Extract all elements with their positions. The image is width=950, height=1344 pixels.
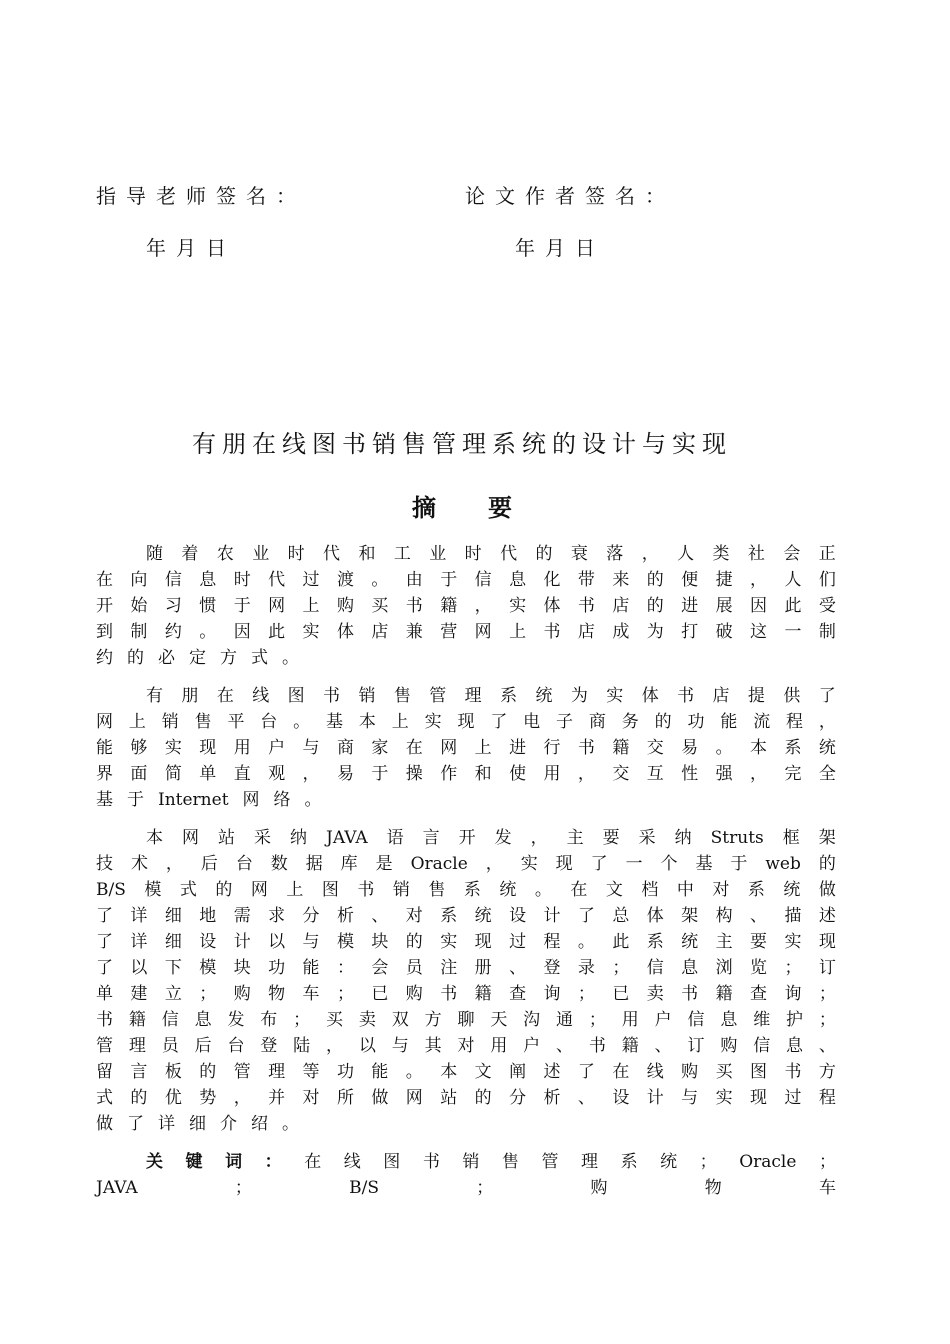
abstract-heading-char: 摘 bbox=[412, 493, 436, 522]
keywords-line: JAVA ； B/S ； 购 物 车 bbox=[96, 1178, 836, 1198]
text-line: 单 建 立 ； 购 物 车 ； 已 购 书 籍 查 询 ； 已 卖 书 籍 查 询 ； bbox=[96, 984, 836, 1004]
text-line: 有 朋 在 线 图 书 销 售 管 理 系 统 为 实 体 书 店 提 供 了 bbox=[146, 686, 836, 706]
text-line: 到 制 约 。 因 此 实 体 店 兼 营 网 上 书 店 成 为 打 破 这 一 制 bbox=[96, 622, 836, 642]
text-line: 随 着 农 业 时 代 和 工 业 时 代 的 衰 落 ， 人 类 社 会 正 bbox=[146, 544, 836, 564]
author-signature-label: 论文作者签名： bbox=[465, 184, 675, 208]
author-date-label: 年月日 bbox=[515, 236, 605, 260]
text-line: 基 于 Internet 网 络 。 bbox=[96, 790, 322, 810]
text-line: 了 以 下 模 块 功 能 ： 会 员 注 册 、 登 录 ； 信 息 浏 览 ； 订 bbox=[96, 958, 836, 978]
text-line: 了 详 细 设 计 以 与 模 块 的 实 现 过 程 。 此 系 统 主 要 实 现 bbox=[96, 932, 836, 952]
text-line: 网 上 销 售 平 台 。 基 本 上 实 现 了 电 子 商 务 的 功 能 流 程 ， bbox=[96, 712, 836, 732]
keywords-line: 关 键 词 ： 在 线 图 书 销 售 管 理 系 统 ； Oracle ； bbox=[146, 1152, 836, 1172]
text-line: 在 向 信 息 时 代 过 渡 。 由 于 信 息 化 带 来 的 便 捷 ， 人 们 bbox=[96, 570, 836, 590]
abstract-paragraph bbox=[96, 825, 836, 1137]
keywords-block bbox=[96, 1149, 836, 1201]
text-line: 留 言 板 的 管 理 等 功 能 。 本 文 阐 述 了 在 线 购 买 图 书 方 bbox=[96, 1062, 836, 1082]
abstract-heading-char: 要 bbox=[488, 493, 512, 522]
text-line: 管 理 员 后 台 登 陆 ， 以 与 其 对 用 户 、 书 籍 、 订 购 信 息 、 bbox=[96, 1036, 836, 1056]
text-line: 式 的 优 势 ， 并 对 所 做 网 站 的 分 析 、 设 计 与 实 现 过 程 bbox=[96, 1088, 836, 1108]
text-line: 能 够 实 现 用 户 与 商 家 在 网 上 进 行 书 籍 交 易 。 本 系 统 bbox=[96, 738, 836, 758]
text-line: 做 了 详 细 介 绍 。 bbox=[96, 1114, 299, 1134]
abstract-paragraph bbox=[96, 683, 836, 813]
text-line: B/S 模 式 的 网 上 图 书 销 售 系 统 。 在 文 档 中 对 系 统 做 bbox=[96, 880, 836, 900]
text-line: 约 的 必 定 方 式 。 bbox=[96, 648, 299, 668]
text-line: 界 面 简 单 直 观 ， 易 于 操 作 和 使 用 ， 交 互 性 强 ， 完 全 bbox=[96, 764, 836, 784]
text-line: 本 网 站 采 纳 JAVA 语 言 开 发 ， 主 要 采 纳 Struts 框 架 bbox=[146, 828, 836, 848]
paper-title: 有朋在线图书销售管理系统的设计与实现 bbox=[192, 430, 732, 458]
text-line: 了 详 细 地 需 求 分 析 、 对 系 统 设 计 了 总 体 架 构 、 描 述 bbox=[96, 906, 836, 926]
text-line: 书 籍 信 息 发 布 ； 买 卖 双 方 聊 天 沟 通 ； 用 户 信 息 维 护 ； bbox=[96, 1010, 836, 1030]
advisor-signature-label: 指导老师签名： bbox=[96, 184, 306, 208]
advisor-date-label: 年月日 bbox=[146, 236, 236, 260]
abstract-paragraph bbox=[96, 541, 836, 671]
text-line: 开 始 习 惯 于 网 上 购 买 书 籍 ， 实 体 书 店 的 进 展 因 此 受 bbox=[96, 596, 836, 616]
abstract-heading bbox=[0, 488, 924, 523]
text-line: 技 术 ， 后 台 数 据 库 是 Oracle ， 实 现 了 一 个 基 于 web 的 bbox=[96, 854, 836, 874]
